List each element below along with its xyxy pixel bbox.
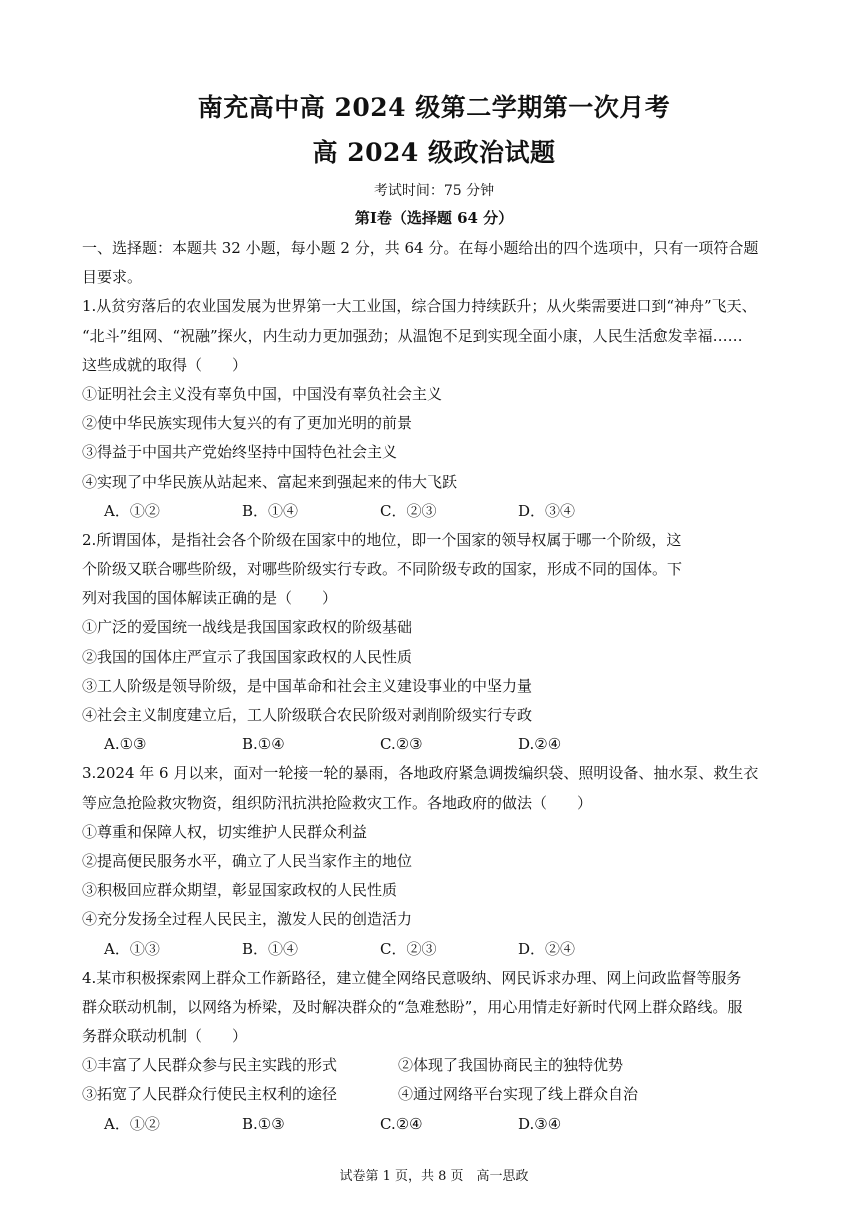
option-d: D．③④ <box>518 501 576 520</box>
statement-row <box>82 1080 790 1109</box>
question-stem: 个阶级又联合哪些阶级，对哪些阶级实行专政。不同阶级专政的国家，形成不同的国体。下 <box>82 560 683 579</box>
option-c: C.②④ <box>380 1114 423 1133</box>
option-a: A．①③ <box>104 939 160 958</box>
answer-options <box>82 1110 790 1139</box>
exam-content <box>82 234 790 1139</box>
statement: ③拓宽了人民群众行使民主权利的途径 <box>82 1085 338 1104</box>
statement: ①丰富了人民群众参与民主实践的形式 <box>82 1056 338 1075</box>
statement: ①证明社会主义没有辜负中国，中国没有辜负社会主义 <box>82 384 443 403</box>
page-footer: 试卷第 1 页，共 8 页 高一思政 <box>339 1169 529 1184</box>
question-2 <box>82 526 790 760</box>
question-stem: “北斗”组网、“祝融”探火，内生动力更加强劲；从温饱不足到实现全面小康，人民生活愈发幸福…… <box>82 326 743 345</box>
question-stem: 3.2024 年 6 月以来，面对一轮接一轮的暴雨，各地政府紧急调拨编织袋、照明设备、抽水泵、救生衣 <box>82 764 759 783</box>
instructions-line: 一、选择题：本题共 32 小题，每小题 2 分，共 64 分。在每小题给出的四个选项中，只有一项符合题 <box>82 239 759 257</box>
statement: ④实现了中华民族从站起来、富起来到强起来的伟大飞跃 <box>82 472 458 491</box>
option-c: C.②③ <box>380 735 423 754</box>
question-stem: 列对我国的国体解读正确的是（ ） <box>82 589 338 608</box>
statement: ③工人阶级是领导阶级，是中国革命和社会主义建设事业的中坚力量 <box>82 676 533 695</box>
option-d: D.③④ <box>518 1114 562 1133</box>
option-b: B.①③ <box>242 1114 285 1133</box>
option-c: C．②③ <box>380 501 437 520</box>
question-stem: 这些成就的取得（ ） <box>82 355 248 374</box>
exam-time: 考试时间：75 分钟 <box>373 183 495 199</box>
statement-row <box>82 1051 790 1080</box>
option-d: D.②④ <box>518 735 562 754</box>
statement: ③得益于中国共产党始终坚持中国特色社会主义 <box>82 443 398 462</box>
option-a: A.①③ <box>104 735 147 754</box>
statement: ④社会主义制度建立后，工人阶级联合农民阶级对剥削阶级实行专政 <box>82 706 533 724</box>
question-stem: 群众联动机制，以网络为桥梁，及时解决群众的“急难愁盼”，用心用情走好新时代网上群众路线。服 <box>82 997 743 1016</box>
answer-options <box>82 497 790 526</box>
statement: ①尊重和保障人权，切实维护人民群众利益 <box>82 822 368 841</box>
exam-subtitle: 高 2024 级政治试题 <box>312 138 556 167</box>
section-heading: 第Ⅰ卷（选择题 64 分） <box>354 209 514 227</box>
option-b: B.①④ <box>242 735 285 754</box>
statement: ①广泛的爱国统一战线是我国国家政权的阶级基础 <box>82 618 413 637</box>
question-stem: 务群众联动机制（ ） <box>82 1027 248 1046</box>
statement: ②使中华民族实现伟大复兴的有了更加光明的前景 <box>82 414 413 433</box>
statement: ②体现了我国协商民主的独特优势 <box>398 1056 624 1075</box>
option-a: A．①② <box>104 1114 160 1133</box>
option-b: B．①④ <box>242 501 299 520</box>
option-b: B．①④ <box>242 939 299 958</box>
question-stem: 4.某市积极探索网上群众工作新路径，建立健全网络民意吸纳、网民诉求办理、网上问政监督等服务 <box>82 968 742 987</box>
question-stem: 等应急抢险救灾物资，组织防汛抗洪抢险救灾工作。各地政府的做法（ ） <box>82 793 593 812</box>
question-stem: 2.所谓国体，是指社会各个阶级在国家中的地位，即一个国家的领导权属于哪一个阶级，这 <box>82 530 682 549</box>
option-d: D．②④ <box>518 939 576 958</box>
question-3 <box>82 759 790 963</box>
question-4 <box>82 964 790 1139</box>
statement: ②我国的国体庄严宣示了我国国家政权的人民性质 <box>82 647 413 666</box>
answer-options <box>82 935 790 964</box>
answer-options <box>82 730 790 759</box>
question-1 <box>82 292 790 526</box>
question-stem: 1.从贫穷落后的农业国发展为世界第一大工业国，综合国力持续跃升；从火柴需要进口到“神舟”飞天、 <box>82 297 757 316</box>
option-a: A．①② <box>104 501 160 520</box>
exam-title: 南充高中高 2024 级第二学期第一次月考 <box>197 93 671 122</box>
statement: ③积极回应群众期望，彰显国家政权的人民性质 <box>82 881 398 900</box>
instructions-line: 目要求。 <box>82 268 143 287</box>
statement: ④充分发扬全过程人民民主，激发人民的创造活力 <box>82 910 413 929</box>
statement: ②提高便民服务水平，确立了人民当家作主的地位 <box>82 851 413 870</box>
statement: ④通过网络平台实现了线上群众自治 <box>398 1085 639 1104</box>
option-c: C．②③ <box>380 939 437 958</box>
